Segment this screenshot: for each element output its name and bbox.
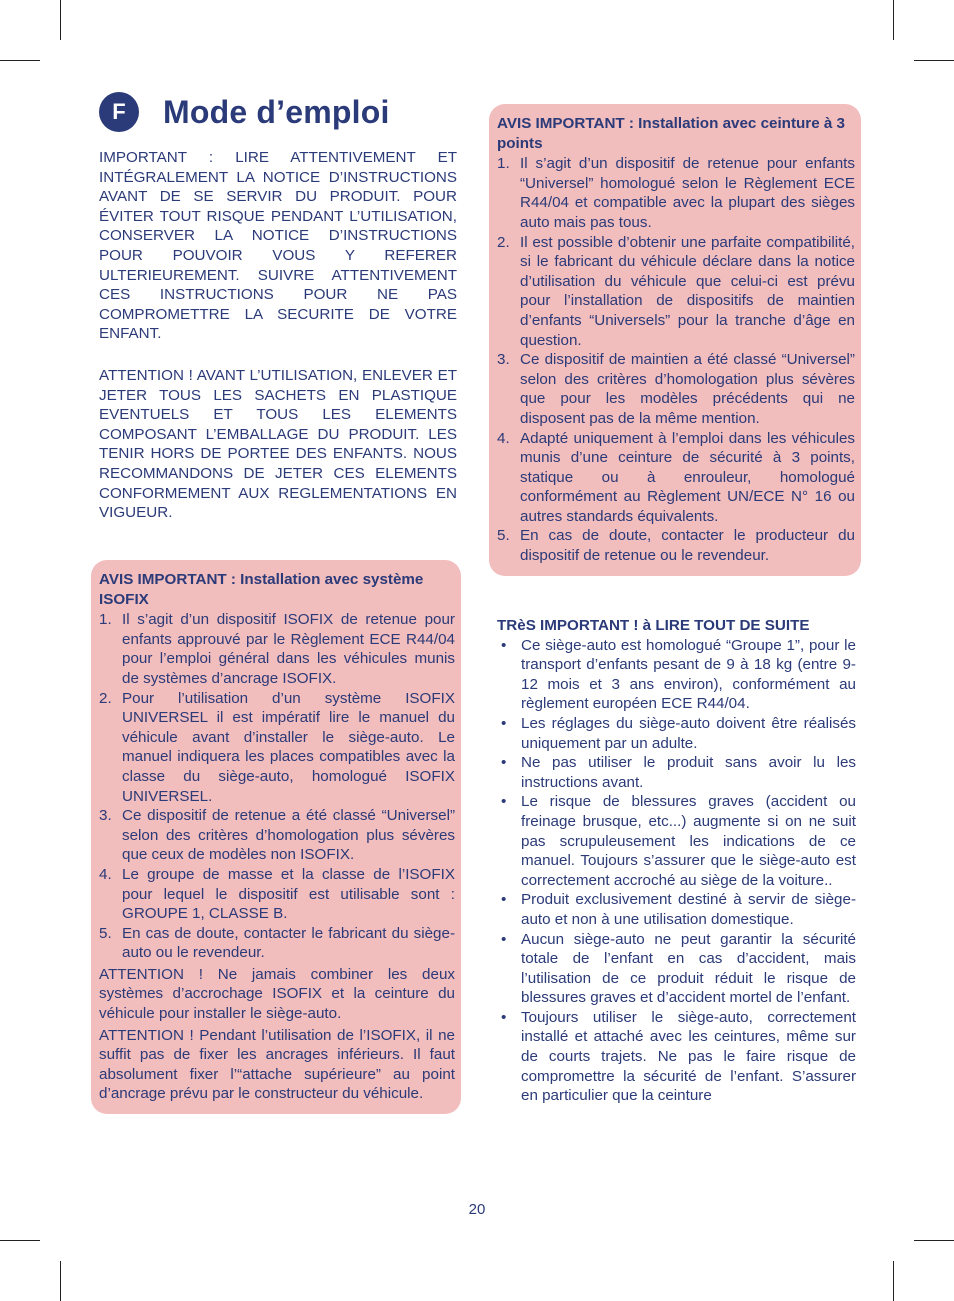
important-list — [497, 636, 856, 1106]
crop-mark — [0, 60, 40, 61]
list-item — [497, 636, 856, 714]
isofix-notice-box — [91, 560, 461, 1114]
bullet-icon: • — [501, 891, 507, 909]
page-title: Mode d’emploi — [163, 93, 390, 130]
item-text: Il s’agit d’un dispositif de retenue pour enfants “Universel” homologué selon le Règlement ECE R44/04 et compatible avec la plupart des sièges auto mais pas tous. — [520, 155, 855, 231]
item-text: En cas de doute, contacter le fabricant du siège-auto ou le revendeur. — [122, 924, 455, 962]
isofix-notice-list — [99, 610, 455, 963]
item-number: 4. — [497, 429, 510, 447]
item-text: Produit exclusivement destiné à servir de siège-auto et non à une utilisation domestique. — [521, 891, 856, 928]
item-number: 2. — [497, 233, 510, 251]
item-number: 3. — [99, 807, 112, 825]
crop-mark — [893, 0, 894, 40]
bullet-icon: • — [501, 793, 507, 811]
crop-mark — [60, 0, 61, 40]
item-text: Le groupe de masse et la classe de l’ISOFIX pour lequel le dispositif est utilisable sont : GROUPE 1, CLASSE B. — [122, 865, 455, 923]
list-item — [99, 806, 455, 865]
list-item — [497, 890, 856, 929]
crop-mark — [0, 1240, 40, 1241]
bullet-icon: • — [501, 1008, 507, 1026]
crop-mark — [60, 1261, 61, 1301]
item-text: Il est possible d’obtenir une parfaite compatibilité, si le fabricant du véhicule déclare dans la notice d’utilisation du véhicule que celui-ci est prévu pour l’installation de dispositifs de maintien d’enfants “Universels” pour la tranche d’âge en question. — [520, 233, 855, 349]
list-item — [497, 429, 855, 527]
isofix-notice-title: AVIS IMPORTANT : Installation avec système ISOFIX — [99, 571, 424, 608]
list-item — [497, 1008, 856, 1106]
important-title: TRèS IMPORTANT ! à LIRE TOUT DE SUITE — [497, 617, 810, 634]
isofix-warning-combine: ATTENTION ! Ne jamais combiner les deux systèmes d’accrochage ISOFIX et la ceinture du véhicule pour installer le siège-auto. — [99, 965, 455, 1023]
important-section — [497, 616, 856, 1106]
item-text: Ce siège-auto est homologué “Groupe 1”, pour le transport d’enfants pesant de 9 à 18 kg (entre 9-12 mois et 3 ans environ), conformément au règlement européen ECE R44/04. — [521, 636, 856, 713]
item-number: 3. — [497, 351, 510, 369]
list-item — [497, 753, 856, 792]
item-text: Toujours utiliser le siège-auto, correctement installé et attaché avec les ceintures, même sur de courts trajets. Ne pas le faire risque de compromettre la sécurité de l’enfant. S’assurer en particulier que la ceinture — [521, 1008, 856, 1105]
intro-paragraph: IMPORTANT : LIRE ATTENTIVEMENT ET INTÉGRALEMENT LA NOTICE D’INSTRUCTIONS AVANT DE SE SERVIR DU PRODUIT. POUR ÉVITER TOUT RISQUE PENDANT L’UTILISATION, CONSERVER LA NOTICE D’INSTRUCTIONS POUR POUVOIR VOUS Y REFERER ULTERIEUREMENT. SUIVRE ATTENTIVEMENT CES INSTRUCTIONS POUR NE PAS COMPROMETTRE LA SECURITE DE VOTRE ENFANT. — [99, 149, 457, 343]
language-badge: F — [99, 92, 139, 132]
list-item — [99, 689, 455, 807]
list-item — [497, 154, 855, 232]
list-item — [497, 792, 856, 890]
list-item — [99, 865, 455, 924]
list-item — [497, 930, 856, 1008]
item-text: Pour l’utilisation d’un système ISOFIX UNIVERSEL il est impératif lire le manuel du véhicule avant d’installer le siège-auto. Le manuel indiquera les places compatibles avec la classe du siège-auto, homologué ISOFIX UNIVERSEL. — [122, 689, 455, 805]
item-text: En cas de doute, contacter le producteur du dispositif de retenue ou le revendeur. — [520, 527, 855, 565]
item-text: Adapté uniquement à l’emploi dans les véhicules munis d’une ceinture de sécurité à 3 points, statique ou à enrouleur, homologué conformément au Règlement UN/ECE N° 16 ou autres standards équivalents. — [520, 429, 855, 525]
bullet-icon: • — [501, 930, 507, 948]
item-text: Le risque de blessures graves (accident ou freinage brusque, etc...) augmente si on ne suit pas scrupuleusement les indications de ce manuel. Toujours s’assurer que le siège-auto est correctement accroché au siège de la voiture.. — [521, 793, 856, 889]
crop-mark — [914, 1240, 954, 1241]
intro-column — [99, 148, 457, 523]
item-number: 2. — [99, 689, 112, 707]
item-text: Les réglages du siège-auto doivent être réalisés uniquement par un adulte. — [521, 714, 856, 752]
page-header — [99, 92, 390, 132]
item-number: 5. — [497, 527, 510, 545]
item-number: 4. — [99, 865, 112, 883]
list-item — [497, 350, 855, 428]
crop-mark — [893, 1261, 894, 1301]
list-item — [497, 526, 855, 565]
bullet-icon: • — [501, 754, 507, 772]
list-item — [99, 924, 455, 963]
crop-mark — [914, 60, 954, 61]
list-item — [99, 610, 455, 688]
intro-warning-paragraph: ATTENTION ! AVANT L’UTILISATION, ENLEVER ET JETER TOUS LES SACHETS EN PLASTIQUE EVENTUELS ET TOUS LES ELEMENTS COMPOSANT L’EMBALLAGE DU PRODUIT. LES TENIR HORS DE PORTEE DES ENFANTS. NOUS RECOMMANDONS DE JETER CES ELEMENTS CONFORMEMENT AUX REGLEMENTATIONS EN VIGUEUR. — [99, 366, 457, 522]
bullet-icon: • — [501, 636, 507, 654]
belt-notice-list — [497, 154, 855, 565]
item-text: Il s’agit d’un dispositif ISOFIX de retenue pour enfants approuvé par le Règlement ECE R44/04 pour l’emploi général dans les véhicules munis de systèmes d’ancrage ISOFIX. — [122, 611, 455, 687]
bullet-icon: • — [501, 714, 507, 732]
belt-notice-title: AVIS IMPORTANT : Installation avec ceinture à 3 points — [497, 115, 845, 152]
item-text: Ce dispositif de maintien a été classé “Universel” selon des critères d’homologation plus sévères que pour les modèles précédents qui ne disposent pas de la même mention. — [520, 351, 855, 427]
list-item — [497, 714, 856, 753]
isofix-warning-top-tether: ATTENTION ! Pendant l’utilisation de l’ISOFIX, il ne suffit pas de fixer les ancrages inférieurs. Il faut absolument fixer l’“attache supérieure” au point d’ancrage prévu par le constructeur du véhicule. — [99, 1026, 455, 1103]
item-number: 5. — [99, 924, 112, 942]
list-item — [497, 233, 855, 351]
item-text: Ne pas utiliser le produit sans avoir lu les instructions avant. — [521, 754, 856, 791]
item-number: 1. — [497, 155, 510, 173]
belt-notice-box — [489, 104, 861, 576]
page-number: 20 — [468, 1201, 486, 1218]
item-text: Ce dispositif de retenue a été classé “Universel” selon des critères d’homologation plus sévères que ceux de modèles non ISOFIX. — [122, 807, 455, 864]
item-number: 1. — [99, 611, 112, 629]
item-text: Aucun siège-auto ne peut garantir la sécurité totale de l’enfant en cas d’accident, mais l’utilisation de ce produit réduit le risque de blessures graves et d’accident mortel de l’enfant. — [521, 930, 856, 1007]
